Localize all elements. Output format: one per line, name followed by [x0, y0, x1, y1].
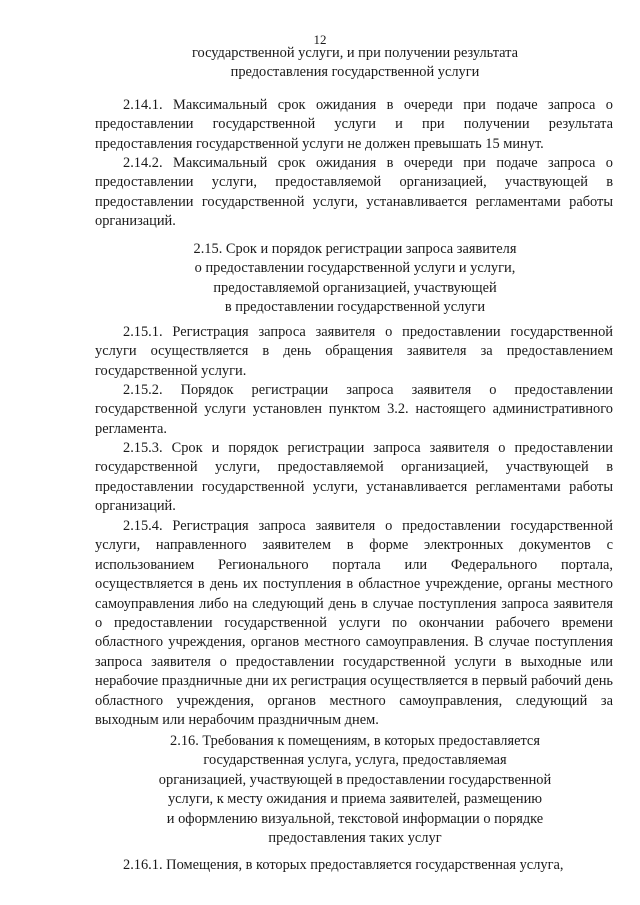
paragraph-2-15-1: 2.15.1. Регистрация запроса заявителя о предоставлении государственной услуги осуществляется в день обращения заявителя за предоставлением государственной услуги.	[95, 324, 613, 379]
heading-line: услуги, к месту ожидания и приема заявителей, размещению	[167, 791, 543, 808]
section-heading-2-16	[90, 732, 620, 848]
section-heading-continuation	[90, 44, 620, 83]
heading-line: предоставления таких услуг	[268, 830, 442, 847]
paragraph-2-15-2: 2.15.2. Порядок регистрации запроса заявителя о предоставлении государственной услуги установлен пунктом 3.2. настоящего административного регламента.	[95, 382, 613, 437]
heading-line: государственной услуги, и при получении результата	[191, 45, 519, 61]
heading-line: о предоставлении государственной услуги и услуги,	[194, 260, 516, 277]
section-heading-2-15	[90, 240, 620, 318]
page-number: 12	[313, 32, 327, 47]
heading-line: государственная услуга, услуга, предоставляемая	[203, 752, 507, 769]
paragraph-2-14-1: 2.14.1. Максимальный срок ожидания в очереди при подаче запроса о предоставлении государственной услуги и при получении результата предоставления государственной услуги не должен превышать 15 минут.	[95, 97, 613, 152]
paragraph-2-16-1: 2.16.1. Помещения, в которых предоставляется государственная услуга,	[123, 857, 564, 873]
heading-line: и оформлению визуальной, текстовой информации о порядке	[166, 810, 544, 827]
paragraph-2-15-4: 2.15.4. Регистрация запроса заявителя о предоставлении государственной услуги, направленного заявителем в форме электронных документов с использованием Регионального портала или Федерального портала, осуществляется в день их поступления в областное учреждение, органы местного самоуправления либо на следующий день в случае поступления запроса заявителя о предоставлении государственной услуги по окончании рабочего времени областного учреждения, органов местного самоуправления. В случае поступления запроса заявителя о предоставлении государственной услуги в выходные или нерабочие праздничные дни их регистрация осуществляется в первый рабочий день областного учреждения, органов местного самоуправления, следующий за выходным или нерабочим праздничным днем.	[95, 518, 613, 729]
heading-line: предоставляемой организацией, участвующей	[213, 279, 497, 296]
heading-line: организацией, участвующей в предоставлении государственной	[158, 771, 552, 788]
heading-line: предоставления государственной услуги	[230, 64, 480, 81]
heading-line: в предоставлении государственной услуги	[224, 299, 486, 316]
paragraph-2-15-3: 2.15.3. Срок и порядок регистрации запроса заявителя о предоставлении государственной услуги, предоставляемой организацией, участвующей в предоставлении государственной услуги, устанавливается регламентами работы организаций.	[95, 440, 613, 515]
paragraph-2-14-2: 2.14.2. Максимальный срок ожидания в очереди при подаче запроса о предоставлении услуги, предоставляемой организацией, участвующей в предоставлении государственной услуги, устанавливается регламентами работы организаций.	[95, 155, 613, 230]
heading-line: 2.15. Срок и порядок регистрации запроса заявителя	[193, 241, 517, 257]
heading-line: 2.16. Требования к помещениям, в которых предоставляется	[170, 733, 540, 749]
